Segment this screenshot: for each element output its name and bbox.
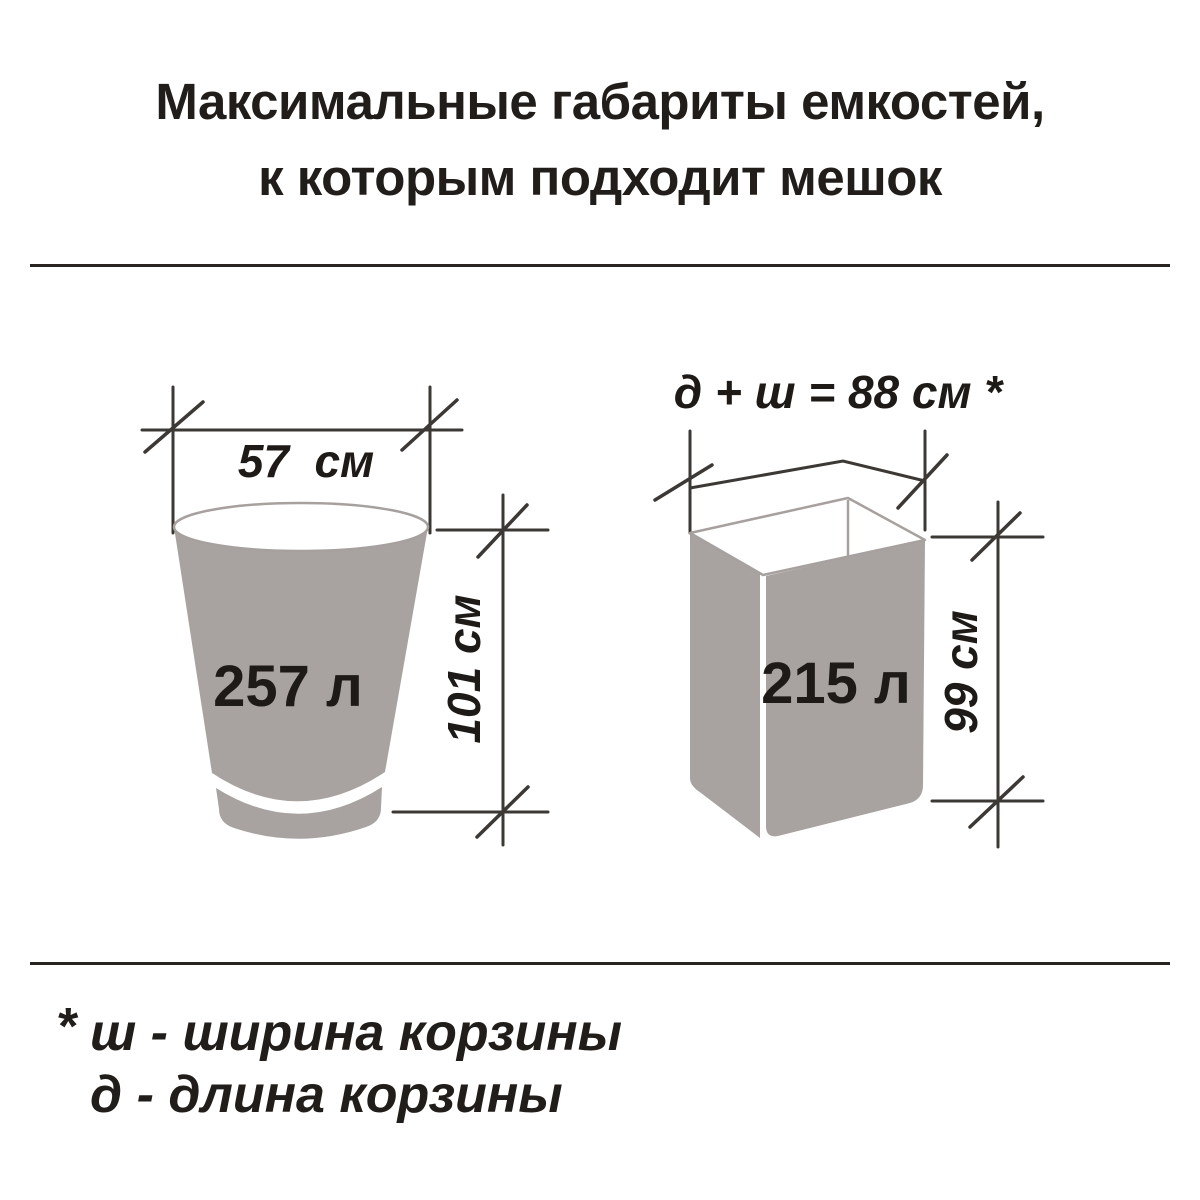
box-volume-label: 215 л (761, 651, 911, 716)
box-left-face (690, 533, 760, 838)
box-top-label: д + ш = 88 см * (673, 366, 1003, 418)
footnote-asterisk: * (56, 998, 77, 1056)
bucket-figure (142, 387, 548, 845)
slash-tick-icon (655, 465, 712, 500)
box-height-label: 99 см (935, 610, 987, 734)
slash-tick-icon (898, 455, 947, 508)
title-line-2: к которым подходит мешок (258, 149, 942, 206)
footnote-length-definition: д - длина корзины (90, 1066, 563, 1124)
bucket-width-label: 57 см (237, 435, 375, 487)
bucket-opening (174, 503, 428, 551)
bucket-height-label: 101 см (438, 594, 490, 744)
title-line-1: Максимальные габариты емкостей, (155, 73, 1045, 130)
dimension-line (690, 461, 925, 488)
box-height-dimension (932, 502, 1043, 847)
bottom-divider (30, 962, 1170, 965)
footnote (56, 998, 623, 1126)
footnote-width-definition: ш - ширина корзины (90, 1004, 623, 1062)
bucket-volume-label: 257 л (213, 654, 363, 719)
footnote-line-2 (56, 1064, 622, 1126)
footnote-line-1 (56, 998, 623, 1064)
box-figure (655, 366, 1043, 847)
